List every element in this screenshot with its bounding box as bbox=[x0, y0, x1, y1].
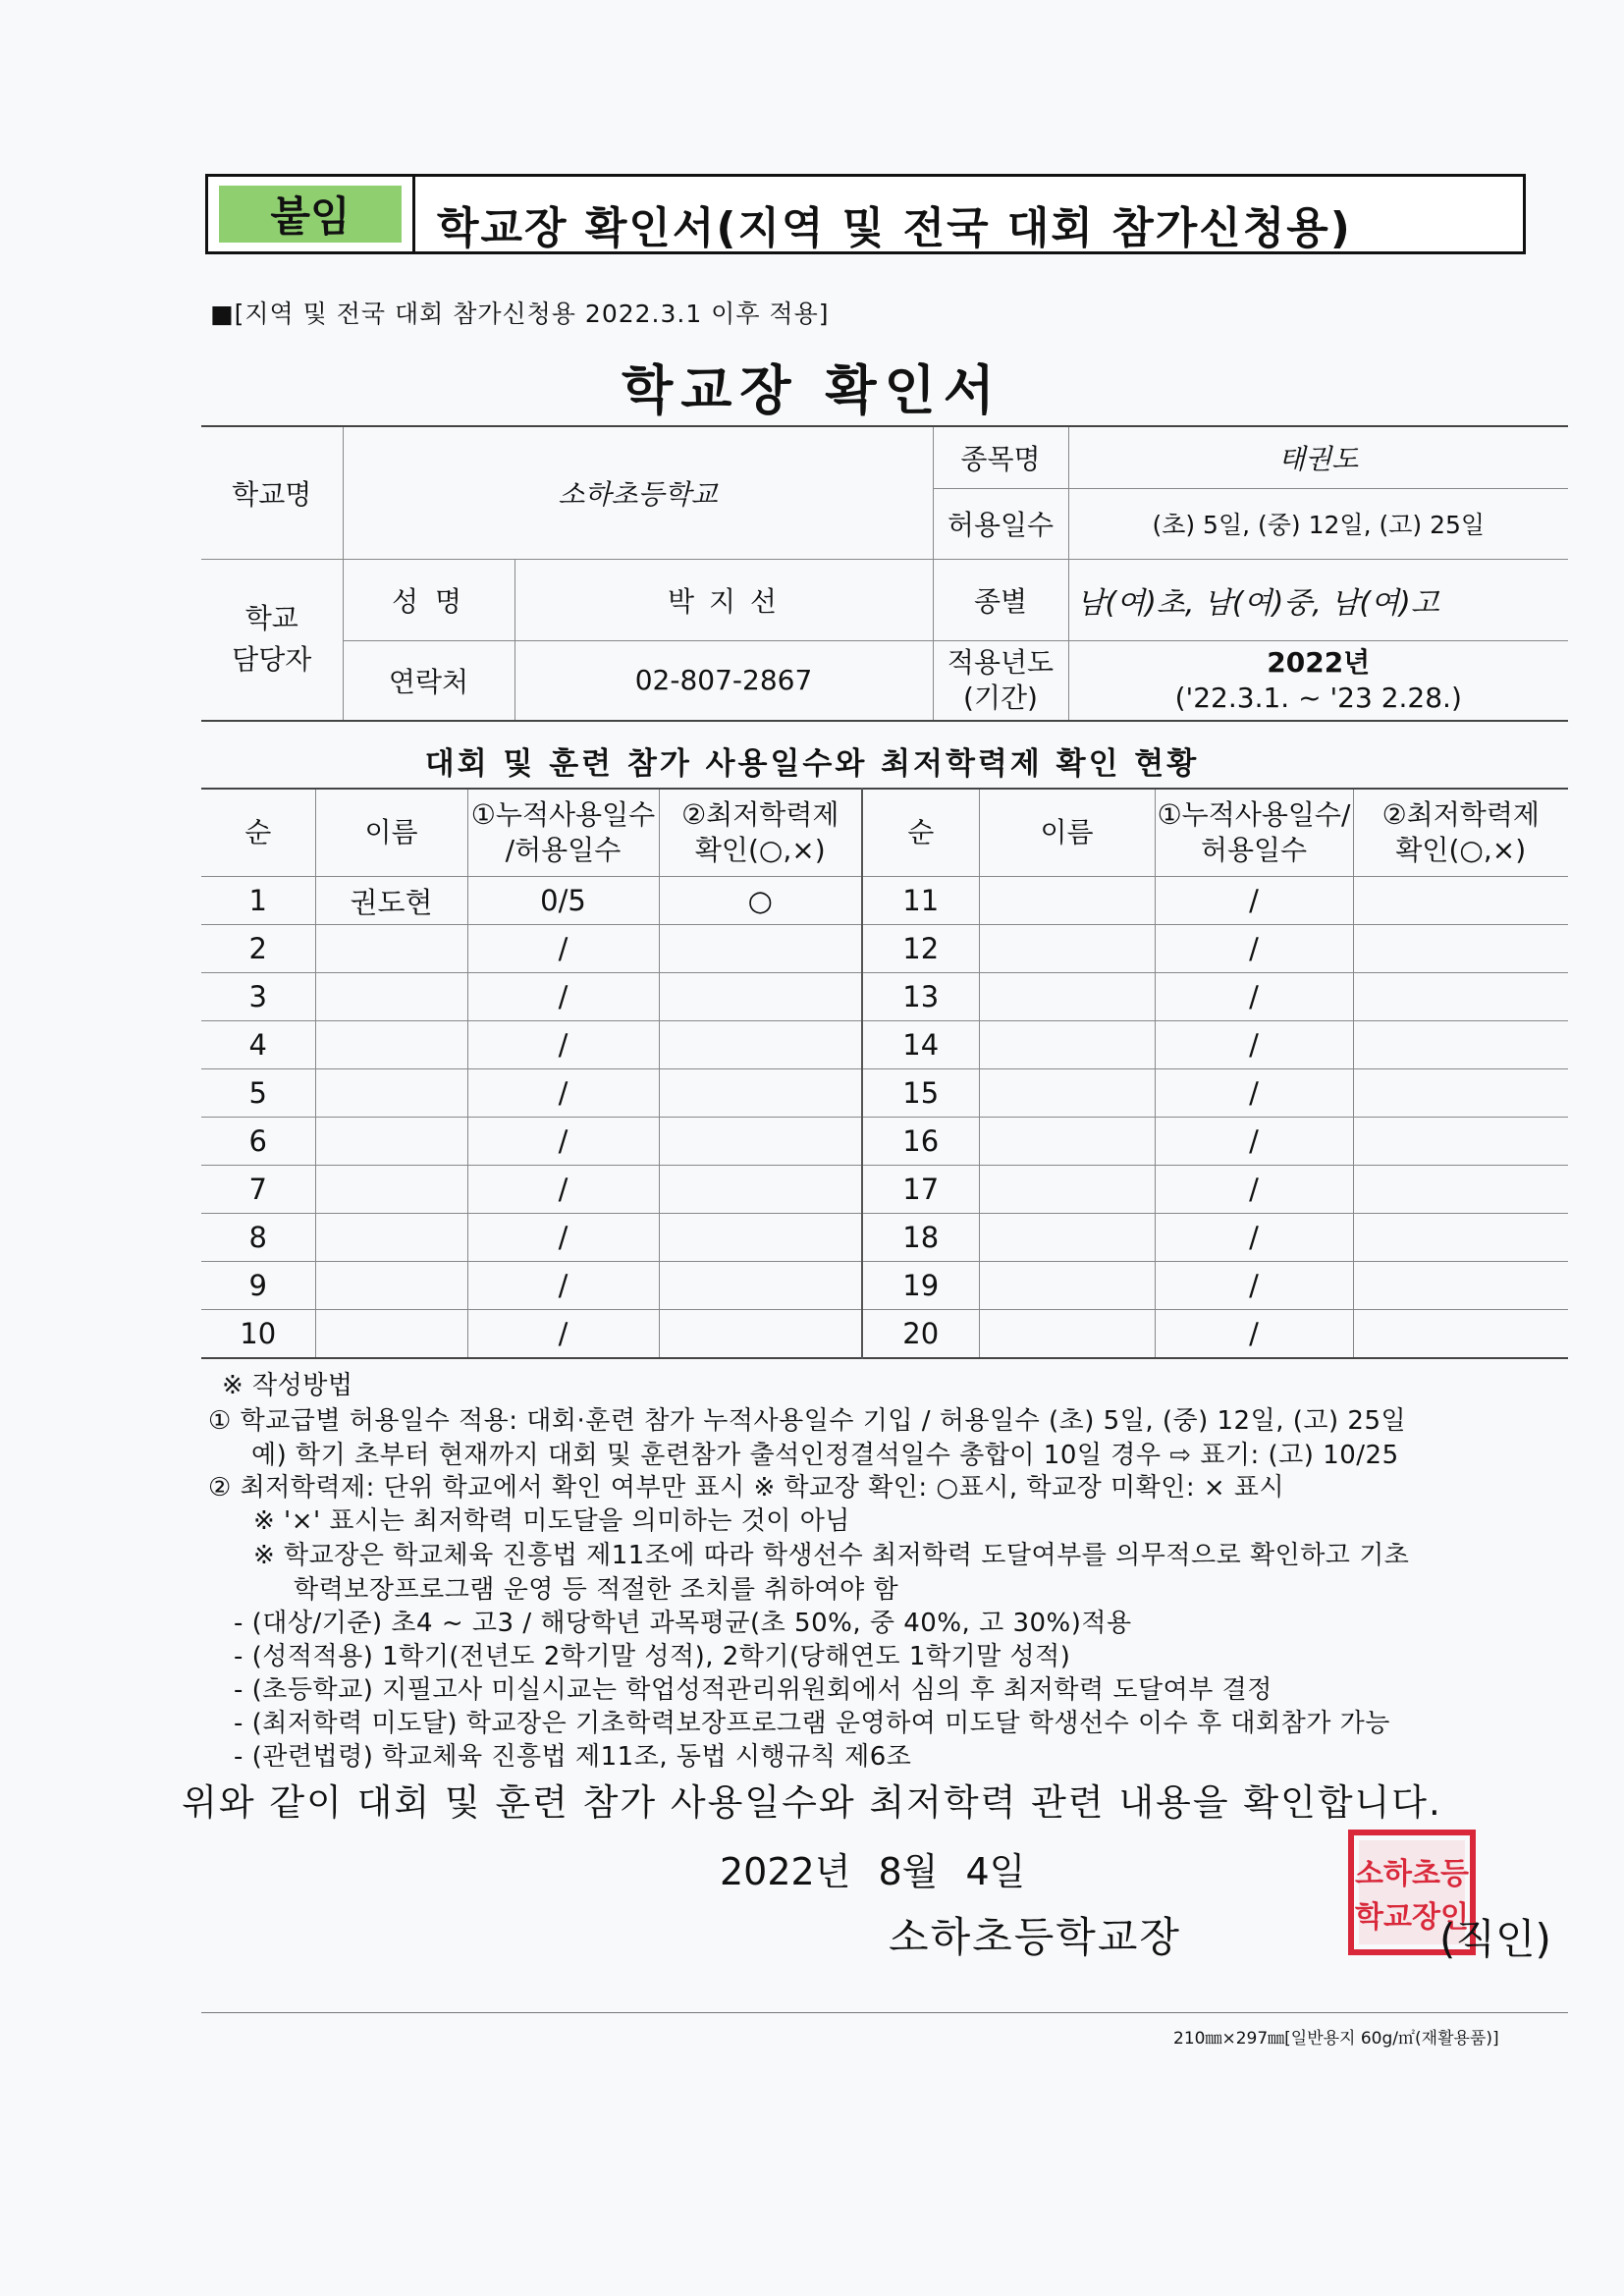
row-name-right bbox=[979, 1118, 1155, 1166]
table-row bbox=[201, 877, 1568, 925]
paper-spec: 210㎜×297㎜[일반용지 60g/㎡(재활용품)] bbox=[1173, 2029, 1499, 2049]
manager-label-line1: 학교 bbox=[244, 602, 298, 635]
row-check-right bbox=[1353, 1310, 1568, 1359]
detail-5: - (관련법령) 학교체육 진흥법 제11조, 동법 시행규칙 제6조 bbox=[234, 1742, 912, 1772]
row-no-right: 16 bbox=[862, 1118, 979, 1166]
row-no: 8 bbox=[201, 1214, 315, 1262]
row-name bbox=[315, 1118, 467, 1166]
row-no-right: 17 bbox=[862, 1166, 979, 1214]
row-days-right: / bbox=[1155, 1069, 1353, 1118]
row-name: 권도현 bbox=[315, 877, 467, 925]
row-name bbox=[315, 1310, 467, 1359]
row-check bbox=[659, 1214, 862, 1262]
svg-text:학교장인: 학교장인 bbox=[1355, 1900, 1469, 1935]
row-check-right bbox=[1353, 973, 1568, 1021]
row-no-right: 13 bbox=[862, 973, 979, 1021]
header-name: 이름 bbox=[315, 789, 467, 877]
period-year: 2022년 bbox=[1267, 645, 1371, 679]
row-no: 1 bbox=[201, 877, 315, 925]
participants-table bbox=[201, 788, 1568, 1359]
school-name-value: 소하초등학교 bbox=[343, 426, 933, 559]
row-check-right bbox=[1353, 1262, 1568, 1310]
name-label: 성 명 bbox=[343, 559, 514, 640]
row-check-right bbox=[1353, 1118, 1568, 1166]
sport-label: 종목명 bbox=[933, 426, 1068, 488]
row-days: / bbox=[467, 1214, 659, 1262]
header-days-line1: ①누적사용일수 bbox=[470, 798, 656, 831]
table-row bbox=[201, 1262, 1568, 1310]
row-no-right: 20 bbox=[862, 1310, 979, 1359]
row-no: 5 bbox=[201, 1069, 315, 1118]
document-title-box bbox=[412, 174, 1526, 254]
row-check: ○ bbox=[659, 877, 862, 925]
row-check-right bbox=[1353, 877, 1568, 925]
row-days: / bbox=[467, 973, 659, 1021]
detail-3: - (초등학교) 지필고사 미실시교는 학업성적관리위원회에서 심의 후 최저학력 도달여부 결정 bbox=[234, 1675, 1272, 1705]
row-days: 0/5 bbox=[467, 877, 659, 925]
allowed-days-value: (초) 5일, (중) 12일, (고) 25일 bbox=[1068, 488, 1568, 559]
row-check bbox=[659, 1166, 862, 1214]
row-check-right bbox=[1353, 1166, 1568, 1214]
row-name bbox=[315, 925, 467, 973]
row-no-right: 14 bbox=[862, 1021, 979, 1069]
participants-header-row bbox=[201, 789, 1568, 877]
header-days-right bbox=[1155, 789, 1353, 877]
header-days-right-line2: 허용일수 bbox=[1200, 834, 1308, 866]
row-name-right bbox=[979, 973, 1155, 1021]
row-check bbox=[659, 925, 862, 973]
row-name bbox=[315, 1069, 467, 1118]
row-name-right bbox=[979, 1262, 1155, 1310]
row-no-right: 19 bbox=[862, 1262, 979, 1310]
row-check bbox=[659, 973, 862, 1021]
row-name bbox=[315, 1262, 467, 1310]
row-name bbox=[315, 1166, 467, 1214]
row-name-right bbox=[979, 877, 1155, 925]
manager-label-line2: 담당자 bbox=[232, 643, 312, 677]
row-days-right: / bbox=[1155, 1262, 1353, 1310]
header-name-right: 이름 bbox=[979, 789, 1155, 877]
header-check-line2: 확인(○,×) bbox=[694, 834, 826, 866]
header-check-line1: ②최저학력제 bbox=[681, 798, 839, 831]
row-check-right bbox=[1353, 1214, 1568, 1262]
bottom-divider bbox=[201, 2012, 1568, 2013]
row-no-right: 18 bbox=[862, 1214, 979, 1262]
period-label bbox=[933, 640, 1068, 721]
contact-label: 연락처 bbox=[343, 640, 514, 721]
table-row bbox=[201, 1310, 1568, 1359]
row-days-right: / bbox=[1155, 925, 1353, 973]
row-no: 7 bbox=[201, 1166, 315, 1214]
row-no-right: 15 bbox=[862, 1069, 979, 1118]
row-days-right: / bbox=[1155, 1310, 1353, 1359]
row-check-right bbox=[1353, 1021, 1568, 1069]
table-row bbox=[201, 1214, 1568, 1262]
header-days-right-line1: ①누적사용일수/ bbox=[1157, 798, 1351, 831]
row-no-right: 11 bbox=[862, 877, 979, 925]
note-2-b-line2: 학력보장프로그램 운영 등 적절한 조치를 취하여야 함 bbox=[294, 1575, 899, 1605]
row-no: 10 bbox=[201, 1310, 315, 1359]
row-no: 9 bbox=[201, 1262, 315, 1310]
row-name-right bbox=[979, 1166, 1155, 1214]
detail-2: - (성적적용) 1학기(전년도 2학기말 성적), 2학기(당해연도 1학기말 성적) bbox=[234, 1642, 1071, 1671]
row-name-right bbox=[979, 1021, 1155, 1069]
section-heading: 대회 및 훈련 참가 사용일수와 최저학력제 확인 현황 bbox=[424, 746, 1200, 782]
row-days: / bbox=[467, 1021, 659, 1069]
row-no: 6 bbox=[201, 1118, 315, 1166]
row-no: 4 bbox=[201, 1021, 315, 1069]
category-label: 종별 bbox=[933, 559, 1068, 640]
row-name bbox=[315, 1021, 467, 1069]
row-check bbox=[659, 1118, 862, 1166]
note-2-b-line1: ※ 학교장은 학교체육 진흥법 제11조에 따라 학생선수 최저학력 도달여부를 의무적으로 확인하고 기초 bbox=[253, 1541, 1410, 1570]
row-days-right: / bbox=[1155, 1118, 1353, 1166]
note-1-example: 예) 학기 초부터 현재까지 대회 및 훈련참가 출석인정결석일수 총합이 10일 경우 ⇨ 표기: (고) 10/25 bbox=[251, 1441, 1399, 1470]
table-row bbox=[201, 1069, 1568, 1118]
header-no-right: 순 bbox=[862, 789, 979, 877]
table-row bbox=[201, 1118, 1568, 1166]
row-days-right: / bbox=[1155, 877, 1353, 925]
school-name-label: 학교명 bbox=[201, 426, 343, 559]
name-value: 박 지 선 bbox=[514, 559, 933, 640]
row-name-right bbox=[979, 925, 1155, 973]
row-days: / bbox=[467, 1310, 659, 1359]
row-days: / bbox=[467, 1166, 659, 1214]
row-check-right bbox=[1353, 925, 1568, 973]
attachment-badge-label: 붙임 bbox=[270, 192, 351, 241]
detail-1: - (대상/기준) 초4 ~ 고3 / 해당학년 과목평균(초 50%, 중 40%, 고 30%)적용 bbox=[234, 1609, 1132, 1638]
table-row bbox=[201, 973, 1568, 1021]
issue-date: 2022년 8월 4일 bbox=[720, 1850, 1026, 1893]
row-days-right: / bbox=[1155, 1166, 1353, 1214]
row-check bbox=[659, 1069, 862, 1118]
svg-text:소하초등: 소하초등 bbox=[1355, 1857, 1469, 1891]
header-check bbox=[659, 789, 862, 877]
document-title: 학교장 확인서(지역 및 전국 대회 참가신청용) bbox=[437, 203, 1352, 253]
header-check-right-line2: 확인(○,×) bbox=[1395, 834, 1527, 866]
contact-value: 02-807-2867 bbox=[514, 640, 933, 721]
header-check-right bbox=[1353, 789, 1568, 877]
row-check bbox=[659, 1262, 862, 1310]
row-check bbox=[659, 1021, 862, 1069]
row-days-right: / bbox=[1155, 973, 1353, 1021]
detail-4: - (최저학력 미도달) 학교장은 기초학력보장프로그램 운영하여 미도달 학생선수 이수 후 대회참가 가능 bbox=[234, 1709, 1390, 1738]
row-name bbox=[315, 1214, 467, 1262]
row-check-right bbox=[1353, 1069, 1568, 1118]
row-no: 3 bbox=[201, 973, 315, 1021]
row-days: / bbox=[467, 1118, 659, 1166]
row-name-right bbox=[979, 1069, 1155, 1118]
period-label-line1: 적용년도 bbox=[947, 645, 1055, 679]
table-row bbox=[201, 1021, 1568, 1069]
period-value bbox=[1068, 640, 1568, 721]
row-days-right: / bbox=[1155, 1021, 1353, 1069]
school-info-table bbox=[201, 425, 1568, 722]
row-no-right: 12 bbox=[862, 925, 979, 973]
row-check bbox=[659, 1310, 862, 1359]
table-row bbox=[201, 1166, 1568, 1214]
row-days-right: / bbox=[1155, 1214, 1353, 1262]
row-no: 2 bbox=[201, 925, 315, 973]
row-name-right bbox=[979, 1214, 1155, 1262]
principal-name: 소하초등학교장 bbox=[889, 1913, 1182, 1961]
header-days bbox=[467, 789, 659, 877]
notes-title: ※ 작성방법 bbox=[222, 1371, 353, 1400]
note-2-a: ※ '×' 표시는 최저학력 미도달을 의미하는 것이 아님 bbox=[253, 1506, 850, 1536]
category-value: 남(여)초, 남(여)중, 남(여)고 bbox=[1068, 559, 1568, 640]
note-2: ② 최저학력제: 단위 학교에서 확인 여부만 표시 ※ 학교장 확인: ○표시, 학교장 미확인: × 표시 bbox=[208, 1473, 1285, 1503]
header-no: 순 bbox=[201, 789, 315, 877]
allowed-days-label: 허용일수 bbox=[933, 488, 1068, 559]
period-range: ('22.3.1. ~ '23 2.28.) bbox=[1174, 681, 1462, 714]
header-days-line2: /허용일수 bbox=[505, 834, 622, 866]
row-days: / bbox=[467, 1069, 659, 1118]
table-row bbox=[201, 925, 1568, 973]
row-name bbox=[315, 973, 467, 1021]
main-title: 학교장 확인서 bbox=[622, 359, 1002, 421]
period-label-line2: (기간) bbox=[963, 681, 1038, 714]
row-days: / bbox=[467, 1262, 659, 1310]
seal-label: (직인) bbox=[1439, 1915, 1551, 1963]
row-days: / bbox=[467, 925, 659, 973]
header-check-right-line1: ②최저학력제 bbox=[1381, 798, 1540, 831]
note-1: ① 학교급별 허용일수 적용: 대회·훈련 참가 누적사용일수 기입 / 허용일수 (초) 5일, (중) 12일, (고) 25일 bbox=[208, 1406, 1407, 1436]
row-name-right bbox=[979, 1310, 1155, 1359]
sport-value: 태권도 bbox=[1068, 426, 1568, 488]
attachment-badge bbox=[205, 174, 415, 254]
confirmation-statement: 위와 같이 대회 및 훈련 참가 사용일수와 최저학력 관련 내용을 확인합니다. bbox=[182, 1781, 1442, 1824]
manager-label bbox=[201, 559, 343, 721]
applies-note: ■[지역 및 전국 대회 참가신청용 2022.3.1 이후 적용] bbox=[210, 300, 830, 328]
